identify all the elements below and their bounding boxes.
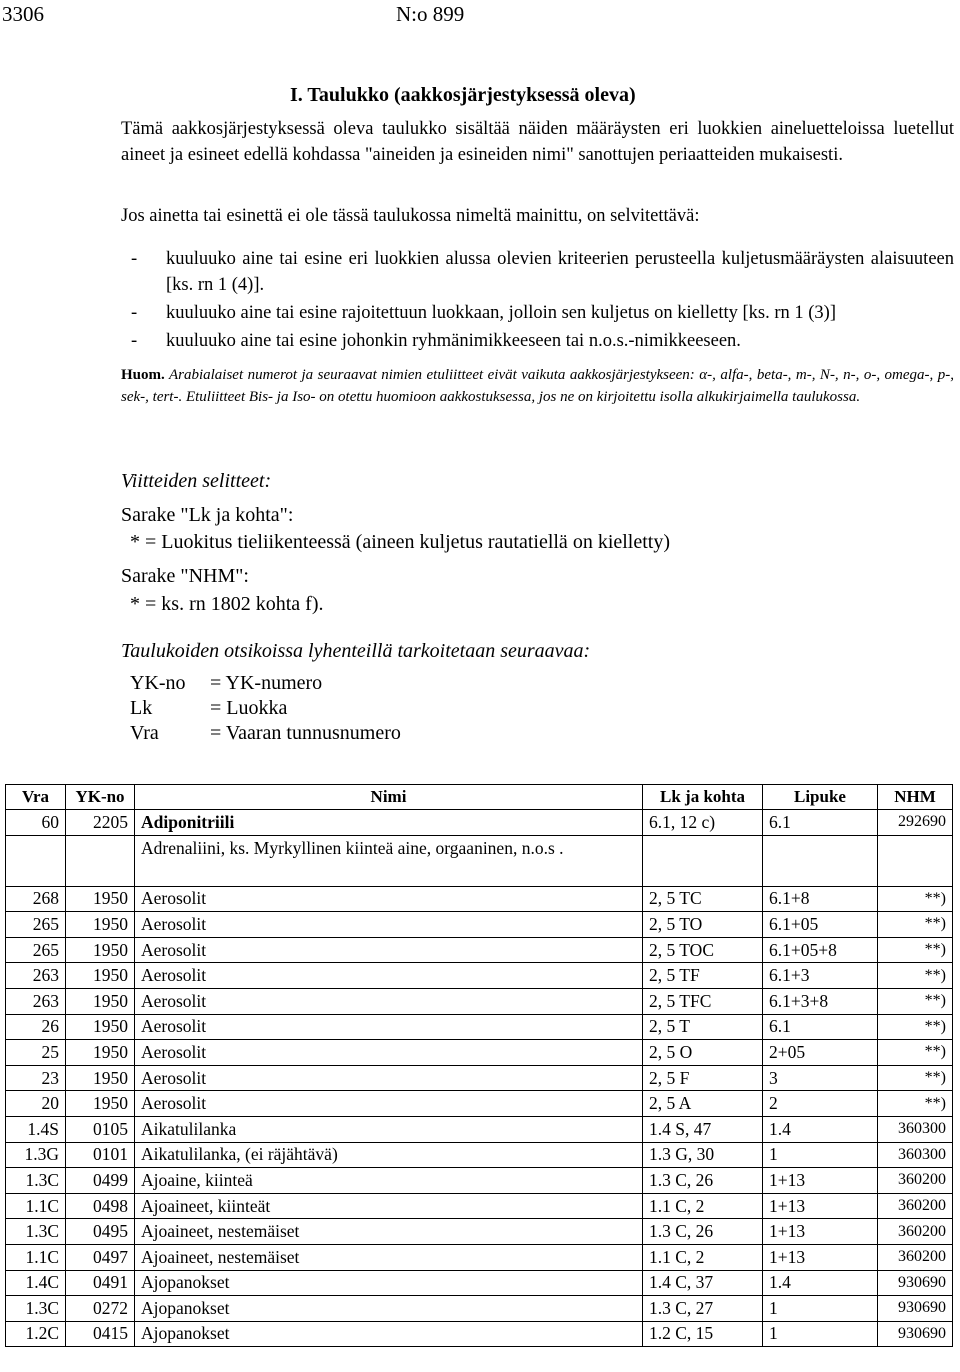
- cell-vra: 23: [6, 1065, 66, 1091]
- cell-lipuke: 6.1+3: [763, 963, 878, 989]
- list-item: [131, 328, 954, 354]
- cell-lipuke: 1+13: [763, 1193, 878, 1219]
- cell-lk-kohta: 2, 5 T: [643, 1014, 763, 1040]
- cell-nhm: **): [878, 1040, 953, 1066]
- cell-nhm: **): [878, 1065, 953, 1091]
- cell-yk-no: 0495: [66, 1219, 135, 1245]
- cell-nimi: Aerosolit: [135, 1065, 643, 1091]
- cell-nhm: 360300: [878, 1116, 953, 1142]
- cell-lk-kohta: 2, 5 F: [643, 1065, 763, 1091]
- cell-lipuke: [763, 835, 878, 886]
- cell-nhm: [878, 835, 953, 886]
- cell-nimi: Ajoaine, kiinteä: [135, 1168, 643, 1194]
- abbreviations-heading: Taulukoiden otsikoissa lyhenteillä tarkoitetaan seuraavaa:: [121, 640, 591, 662]
- table-row: [6, 1065, 953, 1091]
- table-row: [6, 963, 953, 989]
- cell-nhm: 360200: [878, 1219, 953, 1245]
- table-row: [6, 1244, 953, 1270]
- cell-vra: 1.3G: [6, 1142, 66, 1168]
- cell-nimi: Ajoaineet, kiinteät: [135, 1193, 643, 1219]
- cell-yk-no: 1950: [66, 937, 135, 963]
- cell-yk-no: 1950: [66, 1091, 135, 1117]
- cell-yk-no: 1950: [66, 963, 135, 989]
- cell-lk-kohta: 1.4 C, 37: [643, 1270, 763, 1296]
- cell-vra: 60: [6, 810, 66, 836]
- cell-vra: 265: [6, 937, 66, 963]
- table-row: [6, 835, 953, 886]
- cell-lk-kohta: 1.3 C, 26: [643, 1219, 763, 1245]
- cell-nhm: 930690: [878, 1321, 953, 1347]
- table-row: [6, 886, 953, 912]
- cell-vra: 25: [6, 1040, 66, 1066]
- cell-yk-no: 0491: [66, 1270, 135, 1296]
- column-header-vra: Vra: [6, 785, 66, 810]
- cell-yk-no: 1950: [66, 1065, 135, 1091]
- table-row: [6, 1168, 953, 1194]
- cell-lipuke: 6.1+8: [763, 886, 878, 912]
- column-header-lipuke: Lipuke: [763, 785, 878, 810]
- cell-yk-no: 1950: [66, 886, 135, 912]
- cell-yk-no: 1950: [66, 912, 135, 938]
- abbreviation: YK-no: [130, 672, 186, 694]
- list-dash: -: [131, 331, 138, 351]
- column-header-yk: YK-no: [66, 785, 135, 810]
- legend-col2-text: * = ks. rn 1802 kohta f).: [130, 593, 324, 615]
- cell-vra: 265: [6, 912, 66, 938]
- table-row: [6, 810, 953, 836]
- table-row: [6, 912, 953, 938]
- cell-lk-kohta: [643, 835, 763, 886]
- cell-nimi: Ajopanokset: [135, 1296, 643, 1322]
- table-row: [6, 1296, 953, 1322]
- cell-lk-kohta: 1.2 C, 15: [643, 1321, 763, 1347]
- cell-nimi: Ajoaineet, nestemäiset: [135, 1244, 643, 1270]
- cell-vra: [6, 835, 66, 886]
- cell-lk-kohta: 2, 5 TC: [643, 886, 763, 912]
- page-number: 3306: [2, 2, 44, 26]
- cell-vra: 1.1C: [6, 1193, 66, 1219]
- cell-nhm: **): [878, 886, 953, 912]
- list-item-text: kuuluuko aine tai esine johonkin ryhmänimikkeeseen tai n.o.s.-nimikkeeseen.: [166, 331, 741, 351]
- cell-nhm: **): [878, 963, 953, 989]
- cell-nimi: Aerosolit: [135, 1091, 643, 1117]
- cell-nhm: **): [878, 1091, 953, 1117]
- cell-lk-kohta: 6.1, 12 c): [643, 810, 763, 836]
- cell-lipuke: 6.1: [763, 1014, 878, 1040]
- cell-lipuke: 6.1+05+8: [763, 937, 878, 963]
- cell-nhm: 360200: [878, 1193, 953, 1219]
- cell-lipuke: 1: [763, 1142, 878, 1168]
- cell-lipuke: 3: [763, 1065, 878, 1091]
- instructions-paragraph: Jos ainetta tai esinettä ei ole tässä taulukossa nimeltä mainittu, on selvitettävä:: [121, 206, 700, 226]
- cell-nhm: 930690: [878, 1270, 953, 1296]
- intro-paragraph: [121, 116, 954, 168]
- section-title: I. Taulukko (aakkosjärjestyksessä oleva): [290, 84, 636, 106]
- cell-vra: 263: [6, 988, 66, 1014]
- abbreviation: Vra: [130, 722, 159, 744]
- cell-lipuke: 6.1: [763, 810, 878, 836]
- cell-nhm: **): [878, 937, 953, 963]
- legend-col1-title: Sarake "Lk ja kohta":: [121, 504, 294, 526]
- cell-lk-kohta: 1.3 C, 27: [643, 1296, 763, 1322]
- cell-yk-no: [66, 835, 135, 886]
- cell-yk-no: 0497: [66, 1244, 135, 1270]
- cell-lk-kohta: 1.4 S, 47: [643, 1116, 763, 1142]
- cell-nhm: 360300: [878, 1142, 953, 1168]
- cell-lk-kohta: 1.1 C, 2: [643, 1244, 763, 1270]
- list-item: [131, 246, 954, 298]
- cell-lk-kohta: 2, 5 TF: [643, 963, 763, 989]
- cell-yk-no: 0101: [66, 1142, 135, 1168]
- cell-lipuke: 1: [763, 1321, 878, 1347]
- cell-yk-no: 2205: [66, 810, 135, 836]
- abbreviation-row: [130, 722, 401, 745]
- cell-vra: 1.3C: [6, 1168, 66, 1194]
- list-dash: -: [131, 303, 138, 323]
- cell-nimi: Aerosolit: [135, 1014, 643, 1040]
- abbreviation: Lk: [130, 697, 153, 719]
- cell-lk-kohta: 2, 5 TOC: [643, 937, 763, 963]
- cell-lipuke: 1.4: [763, 1270, 878, 1296]
- abbreviation-row: [130, 672, 323, 695]
- intro-text: Tämä aakkosjärjestyksessä oleva taulukko sisältää näiden määräysten eri luokkien aineluetteloissa luetellut aineet ja esineet edellä kohdassa "aineiden ja esineiden nimi" sanottujen periaatteiden mukaisesti.: [121, 119, 954, 165]
- column-header-lk: Lk ja kohta: [643, 785, 763, 810]
- cell-lk-kohta: 1.3 G, 30: [643, 1142, 763, 1168]
- abbreviation-meaning: = Vaaran tunnusnumero: [210, 722, 401, 744]
- cell-vra: 1.2C: [6, 1321, 66, 1347]
- cell-lk-kohta: 2, 5 TO: [643, 912, 763, 938]
- cell-lipuke: 1.4: [763, 1116, 878, 1142]
- cell-yk-no: 0499: [66, 1168, 135, 1194]
- cell-vra: 1.3C: [6, 1219, 66, 1245]
- abbreviation-meaning: = Luokka: [210, 697, 288, 719]
- table-row: [6, 1219, 953, 1245]
- cell-nimi: Ajopanokset: [135, 1321, 643, 1347]
- cell-nimi: Aerosolit: [135, 886, 643, 912]
- cell-nhm: 292690: [878, 810, 953, 836]
- legend-col1-text: * = Luokitus tieliikenteessä (aineen kuljetus rautatiellä on kielletty): [130, 531, 671, 553]
- note-paragraph: [121, 365, 954, 408]
- cell-lipuke: 6.1+3+8: [763, 988, 878, 1014]
- cell-lk-kohta: 2, 5 TFC: [643, 988, 763, 1014]
- cell-lipuke: 1: [763, 1296, 878, 1322]
- criteria-list: [131, 246, 954, 356]
- list-dash: -: [131, 249, 138, 269]
- cell-lipuke: 2+05: [763, 1040, 878, 1066]
- table-row: [6, 1091, 953, 1117]
- column-header-nimi: Nimi: [135, 785, 643, 810]
- cell-vra: 263: [6, 963, 66, 989]
- cell-lipuke: 1+13: [763, 1244, 878, 1270]
- cell-yk-no: 0498: [66, 1193, 135, 1219]
- cell-lipuke: 2: [763, 1091, 878, 1117]
- cell-nimi: Aerosolit: [135, 963, 643, 989]
- note-text: Arabialaiset numerot ja seuraavat nimien etuliitteet eivät vaikuta aakkosjärjestykseen: α-, alfa-, beta-, m-, N-, n-, o-, omega-, p-, sek-, tert-. Etuliitteet Bis- ja Iso- on otettu huomioon aakkostuksessa, jos ne on kirjoitettu isolla alkukirjaimella taulukossa.: [121, 367, 954, 405]
- column-header-nhm: NHM: [878, 785, 953, 810]
- abbreviation-row: [130, 697, 288, 720]
- table-row: [6, 1142, 953, 1168]
- cell-yk-no: 1950: [66, 1040, 135, 1066]
- cell-lipuke: 1+13: [763, 1219, 878, 1245]
- cell-nimi: Ajopanokset: [135, 1270, 643, 1296]
- cell-vra: 20: [6, 1091, 66, 1117]
- cell-nimi: Aerosolit: [135, 988, 643, 1014]
- page-header: [2, 2, 465, 27]
- abbreviation-meaning: = YK-numero: [210, 672, 323, 694]
- substance-table: [5, 784, 953, 1347]
- cell-vra: 1.1C: [6, 1244, 66, 1270]
- cell-vra: 1.4C: [6, 1270, 66, 1296]
- cell-vra: 1.3C: [6, 1296, 66, 1322]
- cell-nhm: 360200: [878, 1244, 953, 1270]
- cell-yk-no: 1950: [66, 1014, 135, 1040]
- cell-nimi: Adiponitriili: [135, 810, 643, 836]
- cell-lipuke: 1+13: [763, 1168, 878, 1194]
- note-label: Huom.: [121, 367, 165, 383]
- table-row: [6, 1270, 953, 1296]
- table-row: [6, 1116, 953, 1142]
- cell-lipuke: 6.1+05: [763, 912, 878, 938]
- table-row: [6, 1040, 953, 1066]
- list-item-text: kuuluuko aine tai esine eri luokkien alussa olevien kriteerien perusteella kuljetusmääräysten alaisuuteen [ks. rn 1 (4)].: [166, 249, 954, 295]
- cell-nhm: **): [878, 912, 953, 938]
- legend-heading: Viitteiden selitteet:: [121, 470, 272, 492]
- cell-vra: 1.4S: [6, 1116, 66, 1142]
- cell-nimi: Ajoaineet, nestemäiset: [135, 1219, 643, 1245]
- cell-nhm: 360200: [878, 1168, 953, 1194]
- legend-col2-title: Sarake "NHM":: [121, 565, 249, 587]
- table-row: [6, 988, 953, 1014]
- list-item: [131, 300, 954, 326]
- cell-yk-no: 1950: [66, 988, 135, 1014]
- cell-nimi: Aerosolit: [135, 912, 643, 938]
- list-item-text: kuuluuko aine tai esine rajoitettuun luokkaan, jolloin sen kuljetus on kielletty [ks. rn 1 (3)]: [166, 303, 836, 323]
- table-row: [6, 1321, 953, 1347]
- cell-yk-no: 0105: [66, 1116, 135, 1142]
- cell-nimi: Aikatulilanka: [135, 1116, 643, 1142]
- cell-nhm: 930690: [878, 1296, 953, 1322]
- cell-nimi: Adrenaliini, ks. Myrkyllinen kiinteä aine, orgaaninen, n.o.s .: [135, 835, 643, 886]
- table-row: [6, 1193, 953, 1219]
- cell-vra: 26: [6, 1014, 66, 1040]
- cell-nhm: **): [878, 988, 953, 1014]
- cell-yk-no: 0272: [66, 1296, 135, 1322]
- cell-lk-kohta: 2, 5 A: [643, 1091, 763, 1117]
- cell-vra: 268: [6, 886, 66, 912]
- cell-lk-kohta: 2, 5 O: [643, 1040, 763, 1066]
- cell-nhm: **): [878, 1014, 953, 1040]
- cell-nimi: Aikatulilanka, (ei räjähtävä): [135, 1142, 643, 1168]
- table-row: [6, 937, 953, 963]
- table-header-row: [6, 785, 953, 810]
- table-row: [6, 1014, 953, 1040]
- cell-lk-kohta: 1.1 C, 2: [643, 1193, 763, 1219]
- issue-number: N:o 899: [396, 2, 465, 26]
- cell-yk-no: 0415: [66, 1321, 135, 1347]
- cell-nimi: Aerosolit: [135, 1040, 643, 1066]
- cell-lk-kohta: 1.3 C, 26: [643, 1168, 763, 1194]
- cell-nimi: Aerosolit: [135, 937, 643, 963]
